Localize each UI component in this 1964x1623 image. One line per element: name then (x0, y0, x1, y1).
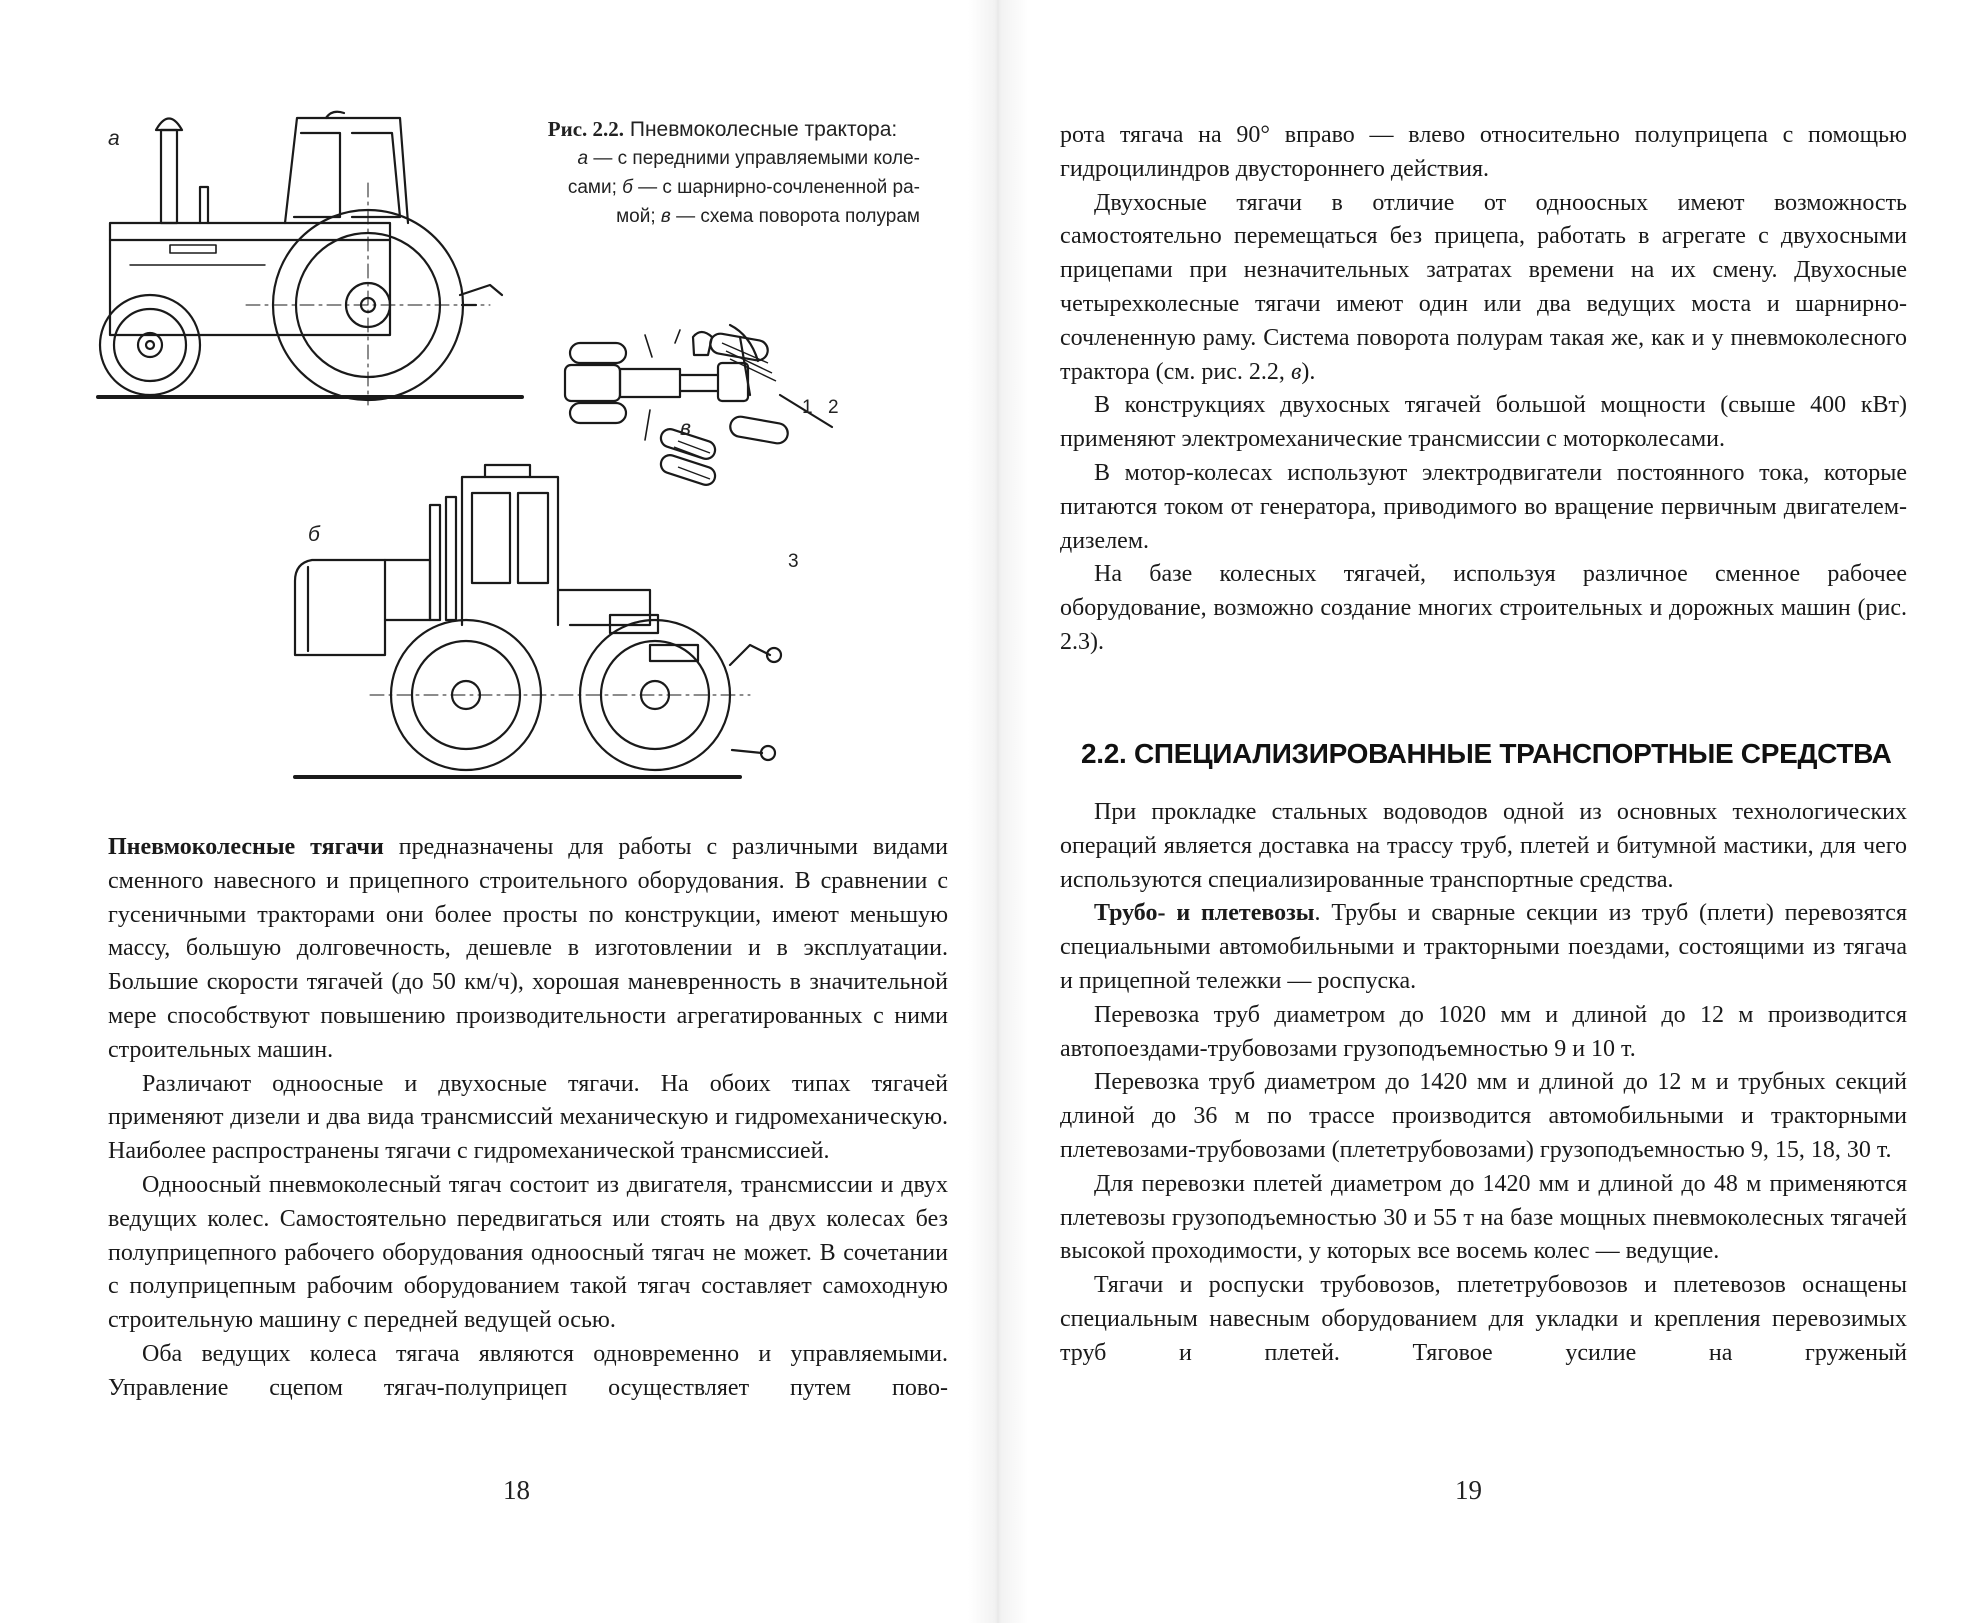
figure-label-v: в (680, 417, 691, 440)
paragraph-tail: ). (1301, 358, 1316, 385)
caption-letter-v: в (660, 206, 671, 227)
paragraph: Оба ведущих колеса тягача являются одновременно и управляемыми. Управление сцепом тягач-полуприцеп осуществляет путем пово- (108, 1340, 948, 1401)
paragraph (1060, 187, 1907, 390)
bold-lead: Пневмоколесные тягачи (108, 834, 384, 860)
caption-part-a-end: сами; (567, 177, 623, 198)
bold-lead: Трубо- и плетевозы (1094, 900, 1315, 927)
paragraph: Для перевозки плетей диаметром до 1420 мм и длиной до 48 м применяются плетевозы грузоподъемностью 30 и 55 т на базе мощных пневмоколесных тягачей высокой проходимости, у которых все восемь колес — ведущие. (1060, 1170, 1907, 1265)
turning-scheme-drawing (565, 325, 832, 487)
page-number-left: 18 (503, 1475, 530, 1505)
figure-caption-title-text: Пневмоколесные трактора: (624, 118, 898, 141)
paragraph-text: предназначены для работы с различными видами сменного навесного и прицепного строительного оборудования. В сравнении с гусеничными тракторами они более просты по конструкции, имеют меньшую массу, большую долговечность, дешевле в изготовлении и в эксплуатации. Большие скорости тягачей (до 50 км/ч), хорошая маневренность в значительной мере способствуют повышению производительности агрегатированных с ними строительных машин. (108, 834, 948, 1063)
paragraph-text: Двухосные тягачи в отличие от одноосных имеют возможность самостоятельно перемещаться без прицепа, работать в агрегате с двухосными прицепами при незначительных затратах времени на их смену. Двухосные четырехколесные тягачи имеют один или два ведущих моста и шарнирно-сочлененную раму. Система поворота полурам такая же, как и у пневмоколесного трактора (см. рис. 2.2, (1060, 189, 1907, 385)
caption-part-a: — с передними управляемыми коле- (588, 148, 920, 169)
caption-letter-a: а (577, 148, 589, 169)
figure-callout-1: 1 (802, 397, 813, 418)
paragraph (1060, 897, 1907, 998)
italic-letter: в (1290, 358, 1302, 385)
section-heading: 2.2. СПЕЦИАЛИЗИРОВАННЫЕ ТРАНСПОРТНЫЕ СРЕДСТВА (1081, 738, 1892, 769)
right-body-text-bottom (1060, 796, 1907, 1371)
left-body-text (108, 831, 948, 1406)
figure-callout-3: 3 (788, 551, 799, 572)
paragraph: Различают одноосные и двухосные тягачи. На обоих типах тягачей применяют дизели и два вида трансмиссий механическую и гидромеханическую. Наиболее распространены тягачи с гидромеханической трансмиссией. (108, 1070, 948, 1165)
page-number-right: 19 (1455, 1475, 1482, 1505)
figure-label-b: б (308, 523, 320, 546)
paragraph: Перевозка труб диаметром до 1020 мм и длиной до 12 м производится автопоездами-трубовозами грузоподъемностью 9 и 10 т. (1060, 1001, 1907, 1062)
caption-letter-b: б (622, 177, 633, 198)
paragraph: В конструкциях двухосных тягачей большой мощности (свыше 400 кВт) применяют электромеханические трансмиссии с моторколесами. (1060, 392, 1907, 453)
figure-2-2 (90, 105, 950, 795)
tractor-b-drawing (295, 465, 781, 777)
figure-caption-body (525, 144, 920, 231)
figure-label-a: а (108, 127, 120, 150)
paragraph-text: . Трубы и сварные секции из труб (плети) перевозятся специальными автомобильными и тракторными поездами, состоящими из тягача и прицепной тележки — роспуска. (1060, 900, 1907, 994)
figure-callout-2: 2 (828, 397, 839, 418)
figure-caption (525, 115, 920, 231)
right-page (985, 0, 1964, 1623)
paragraph: При прокладке стальных водоводов одной из основных технологических операций является доставка на трассу труб, плетей и битумной мастики, для чего используются специализированные транспортные средства. (1060, 799, 1907, 893)
caption-part-b-end: мой; (616, 206, 661, 227)
tractor-a-drawing (98, 112, 522, 405)
paragraph: Одноосный пневмоколесный тягач состоит из двигателя, трансмиссии и двух ведущих колес. Самостоятельно передвигаться или стоять на двух колесах без полуприцепного рабочего оборудования одноосный тягач не может. В сочетании с полуприцепным рабочим оборудованием такой тягач составляет самоходную строительную машину с передней ведущей осью. (108, 1171, 948, 1334)
paragraph: В мотор-колесах используют электродвигатели постоянного тока, которые питаются током от генератора, приводимого во вращение первичным двигателем-дизелем. (1060, 459, 1907, 554)
right-body-text-top (1060, 119, 1907, 660)
paragraph: На базе колесных тягачей, используя различное сменное рабочее оборудование, возможно создание многих строительных и дорожных машин (рис. 2.3). (1060, 561, 1907, 655)
paragraph: рота тягача на 90° вправо — влево относительно полуприцепа с помощью гидроцилиндров двустороннего действия. (1060, 122, 1907, 182)
figure-caption-title (525, 115, 920, 144)
caption-part-b: — с шарнирно-сочлененной ра- (632, 177, 920, 198)
paragraph: Перевозка труб диаметром до 1420 мм и длиной до 12 м и трубных секций длиной до 36 м по трассе производится автомобильными и тракторными плетевозами-трубовозами (плететрубовозами) грузоподъемностью 9, 15, 18, 30 т. (1060, 1069, 1907, 1163)
figure-caption-number: Рис. 2.2. (547, 117, 625, 141)
paragraph (108, 831, 948, 1068)
paragraph: Тягачи и роспуски трубовозов, плететрубовозов и плетевозов оснащены специальным навесным оборудованием для укладки и крепления перевозимых труб и плетей. Тяговое усилие на груженый (1060, 1272, 1907, 1366)
caption-part-v: — схема поворота полурам (670, 206, 920, 227)
